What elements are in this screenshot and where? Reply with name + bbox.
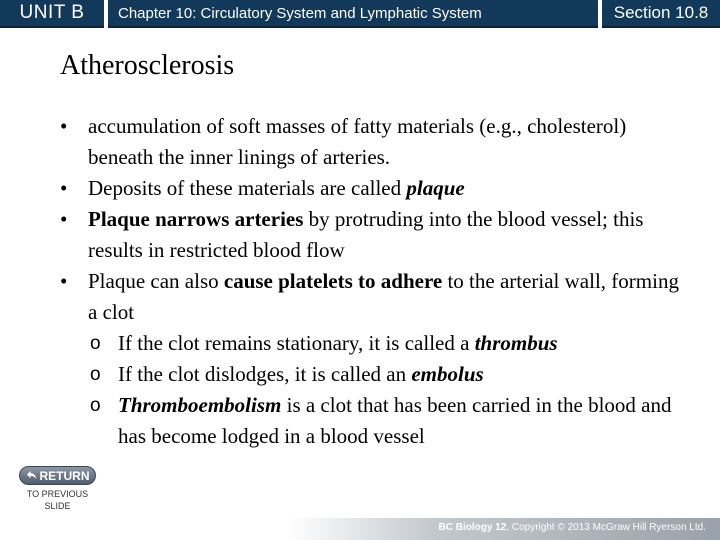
bullet-item bbox=[60, 173, 690, 204]
return-caption: TO PREVIOUS SLIDE bbox=[26, 489, 89, 511]
bullet-marker: • bbox=[60, 176, 68, 200]
sub-bullet-item bbox=[60, 328, 690, 359]
term-thrombus: thrombus bbox=[474, 331, 558, 355]
sub-bullet-item bbox=[60, 359, 690, 390]
slide-title: Atherosclerosis bbox=[60, 50, 235, 81]
footer-copyright bbox=[439, 522, 706, 533]
sub-bullet-text: is a clot that has been carried in the blood and has become lodged in a blood vessel bbox=[118, 393, 672, 448]
section-label: Section 10.8 bbox=[613, 3, 709, 22]
term-embolus: embolus bbox=[411, 362, 484, 386]
bullet-item bbox=[60, 204, 690, 266]
sub-bullet-item bbox=[60, 390, 690, 452]
bullet-item bbox=[60, 266, 690, 328]
bullet-text: Deposits of these materials are called bbox=[88, 176, 407, 200]
bullet-marker: • bbox=[60, 269, 68, 293]
term-plaque: plaque bbox=[406, 176, 465, 200]
sub-bullet-marker: o bbox=[90, 333, 101, 354]
chapter-title: Chapter 10: Circulatory System and Lymphatic System bbox=[118, 4, 482, 22]
unit-label: UNIT B bbox=[19, 2, 85, 23]
bullet-text: by protruding into the blood vessel; this results in restricted blood flow bbox=[88, 207, 644, 262]
bullet-marker: • bbox=[60, 207, 68, 231]
footer-book: BC Biology 12 bbox=[438, 522, 507, 533]
return-arrow-icon bbox=[26, 470, 37, 481]
sub-bullet-text: If the clot remains stationary, it is called a bbox=[118, 331, 475, 355]
sub-bullet-marker: o bbox=[90, 395, 101, 416]
sub-bullet-marker: o bbox=[90, 364, 101, 385]
bullet-text: Plaque can also bbox=[88, 269, 224, 293]
footer-bar bbox=[0, 518, 720, 540]
bullet-item bbox=[60, 111, 690, 173]
return-button[interactable] bbox=[19, 466, 96, 485]
footer-copyright-text: , Copyright © 2013 McGraw Hill Ryerson Ltd. bbox=[506, 522, 706, 533]
term-thromboembolism: Thromboembolism bbox=[118, 393, 282, 417]
sub-bullet-text: If the clot dislodges, it is called an bbox=[118, 362, 412, 386]
bullet-list bbox=[60, 111, 690, 452]
return-label: RETURN bbox=[39, 468, 90, 483]
bold-phrase: Plaque narrows arteries bbox=[88, 207, 304, 231]
bold-phrase: cause platelets to adhere bbox=[223, 269, 443, 293]
bullet-marker: • bbox=[60, 114, 68, 138]
bullet-text: to the arterial wall, forming a clot bbox=[88, 269, 679, 324]
bullet-text: accumulation of soft masses of fatty materials (e.g., cholesterol) beneath the inner linings of arteries. bbox=[88, 114, 627, 169]
